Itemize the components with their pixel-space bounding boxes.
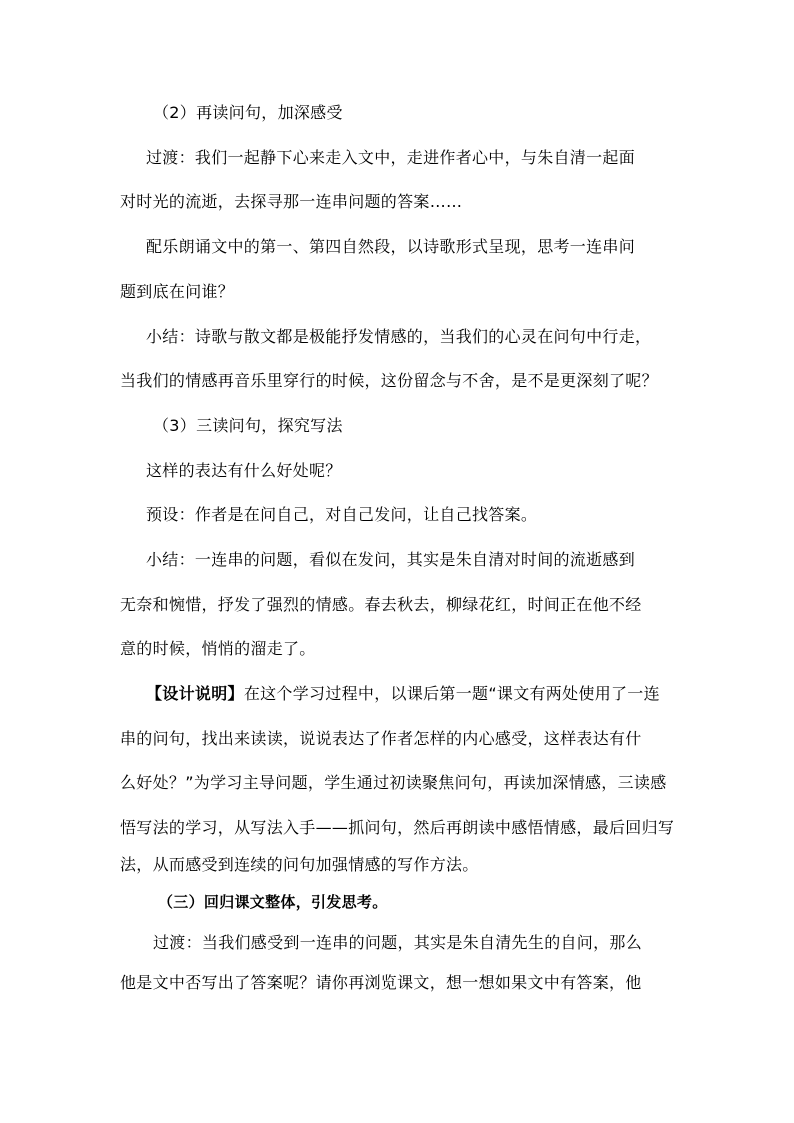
paragraph-line: 么好处？”为学习主导问题，学生通过初读聚焦问句，再读加深情感，三读感 (120, 773, 667, 792)
paragraph-line: 悟写法的学习，从写法入手——抓问句，然后再朗读中感悟情感，最后回归写 (120, 818, 675, 837)
design-note-line (146, 684, 660, 704)
paragraph-line: 无奈和惋惜，抒发了强烈的情感。春去秋去，柳绿花红，时间正在他不经 (120, 595, 642, 614)
paragraph-line: 预设：作者是在问自己，对自己发问，让自己找答案。 (146, 505, 538, 524)
paragraph-line: 对时光的流逝，去探寻那一连串问题的答案…… (120, 192, 463, 211)
paragraph-line: 意的时候，悄悄的溜走了。 (120, 639, 316, 658)
paragraph-line: 这样的表达有什么好处呢？ (146, 461, 342, 480)
paragraph-line: 小结：诗歌与散文都是极能抒发情感的，当我们的心灵在问句中行走， (146, 327, 652, 346)
paragraph-line: 当我们的情感再音乐里穿行的时候，这份留念与不舍，是不是更深刻了呢？ (120, 371, 658, 390)
section-heading-return: （三）回归课文整体，引发思考。 (158, 893, 388, 911)
design-note-label: 【设计说明】 (146, 684, 244, 703)
paragraph-line: 配乐朗诵文中的第一、第四自然段，以诗歌形式呈现，思考一连串问 (146, 237, 636, 256)
paragraph-line: 过渡：我们一起静下心来走入文中，走进作者心中，与朱自清一起面 (146, 148, 636, 167)
paragraph-line: 题到底在问谁？ (120, 282, 235, 301)
design-note-text: 在这个学习过程中，以课后第一题“课文有两处使用了一连 (243, 684, 660, 703)
paragraph-line: 过渡：当我们感受到一连串的问题，其实是朱自清先生的自问，那么 (153, 933, 643, 952)
paragraph-line: 他是文中否写出了答案呢？请你再浏览课文，想一想如果文中有答案，他 (120, 973, 642, 992)
section-heading-reread: （2）再读问句，加深感受 (153, 103, 343, 122)
paragraph-line: 小结：一连串的问题，看似在发问，其实是朱自清对时间的流逝感到 (146, 550, 636, 569)
section-heading-third-read: （3）三读问句，探究写法 (153, 416, 343, 435)
paragraph-line: 法，从而感受到连续的问句加强情感的写作方法。 (120, 855, 479, 874)
paragraph-line: 串的问句，找出来读读，说说表达了作者怎样的内心感受，这样表达有什 (120, 729, 642, 748)
